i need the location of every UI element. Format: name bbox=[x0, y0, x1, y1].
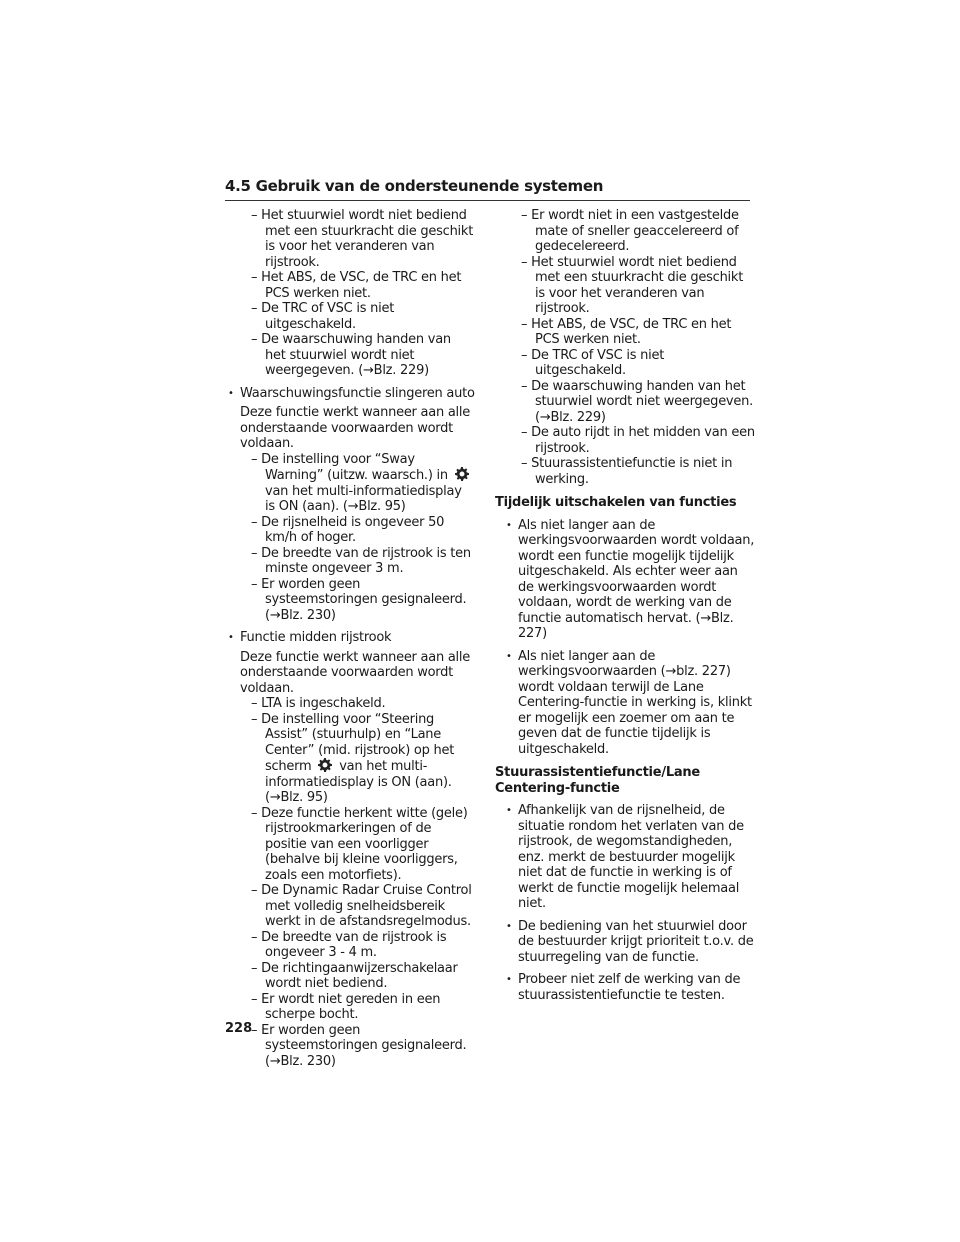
bullet-item: • Afhankelijk van de rijsnelheid, de situatie rondom het verlaten van de rijstrook, de wegomstandigheden, enz. merkt de bestuurder mogelijk niet dat de functie in werking is of werkt de functie mogelijk helemaal niet. bbox=[495, 803, 755, 912]
sway-setting-text: van het multi-informatiedisplay is ON (aan). (→Blz. 95) bbox=[265, 483, 462, 514]
sway-setting-text: – De instelling voor “Sway Warning” (uitzw. waarsch.) in bbox=[251, 451, 448, 483]
gear-icon bbox=[455, 467, 469, 481]
condition-item: – Er wordt niet in een vastgestelde mate of sneller geaccelereerd of gedecelereerd. bbox=[521, 208, 739, 254]
gear-icon bbox=[318, 758, 332, 772]
sway-paragraph: Deze functie werkt wanneer aan alle onderstaande voorwaarden wordt voldaan. bbox=[240, 405, 471, 451]
condition-item: – Het ABS, de VSC, de TRC en het PCS werken niet. bbox=[251, 270, 462, 301]
condition-item: – De Dynamic Radar Cruise Control met volledig snelheidsbereik werkt in de afstandsregelmodus. bbox=[251, 883, 472, 929]
bullet-item: • Probeer niet zelf de werking van de stuurassistentiefunctie te testen. bbox=[495, 972, 755, 1003]
condition-item: – De breedte van de rijstrook is ten minste ongeveer 3 m. bbox=[251, 545, 471, 576]
condition-item: – Het stuurwiel wordt niet bediend met een stuurkracht die geschikt is voor het veranderen van rijstrook. bbox=[521, 254, 744, 316]
center-setting-text: – De instelling voor “Steering Assist” (stuurhulp) en “Lane Center” (mid. rijstrook) op het scherm bbox=[251, 711, 455, 774]
condition-item: – De auto rijdt in het midden van een rijstrook. bbox=[521, 425, 755, 456]
right-column bbox=[495, 208, 755, 1003]
bullet-sway-warning: • Waarschuwingsfunctie slingeren auto bbox=[225, 386, 475, 402]
condition-item: – De waarschuwing handen van het stuurwiel wordt niet weergegeven. (→Blz. 229) bbox=[251, 332, 451, 378]
condition-item: – De breedte van de rijstrook is ongeveer 3 - 4 m. bbox=[251, 929, 447, 960]
condition-item: – Er worden geen systeemstoringen gesignaleerd. (→Blz. 230) bbox=[251, 1022, 467, 1069]
condition-item: – De TRC of VSC is niet uitgeschakeld. bbox=[251, 301, 395, 332]
bullet-item: • Als niet langer aan de werkingsvoorwaarden (→blz. 227) wordt voldaan terwijl de Lane Centering-functie in werking is, klinkt er mogelijk een zoemer om aan te geven dat de functie tijdelijk is uitgeschakeld. bbox=[495, 649, 755, 758]
condition-item bbox=[225, 452, 475, 515]
condition-item: – Het ABS, de VSC, de TRC en het PCS werken niet. bbox=[521, 316, 732, 347]
left-column bbox=[225, 208, 475, 1069]
condition-item: – Stuurassistentiefunctie is niet in werking. bbox=[521, 456, 733, 487]
center-paragraph: Deze functie werkt wanneer aan alle onderstaande voorwaarden wordt voldaan. bbox=[240, 649, 471, 696]
condition-item: – Er worden geen systeemstoringen gesignaleerd. (→Blz. 230) bbox=[251, 576, 467, 623]
bullet-lane-center: • Functie midden rijstrook bbox=[225, 630, 475, 646]
condition-item: – De TRC of VSC is niet uitgeschakeld. bbox=[521, 347, 665, 378]
condition-item bbox=[225, 712, 475, 806]
heading-temporary-disable: Tijdelijk uitschakelen van functies bbox=[495, 495, 737, 510]
page-number: 228 bbox=[225, 1021, 253, 1036]
condition-item: – De waarschuwing handen van het stuurwiel wordt niet weergegeven. (→Blz. 229) bbox=[521, 378, 753, 425]
condition-item: – Er wordt niet gereden in een scherpe bocht. bbox=[251, 991, 441, 1022]
heading-steering-assist: Stuurassistentiefunctie/Lane Centering-functie bbox=[495, 765, 700, 796]
condition-item: – De rijsnelheid is ongeveer 50 km/h of hoger. bbox=[251, 514, 445, 545]
section-title: 4.5 Gebruik van de ondersteunende systemen bbox=[225, 177, 750, 201]
condition-item: – De richtingaanwijzerschakelaar wordt niet bediend. bbox=[251, 960, 458, 991]
condition-item: – Het stuurwiel wordt niet bediend met een stuurkracht die geschikt is voor het veranderen van rijstrook. bbox=[251, 208, 474, 270]
bullet-item: • De bediening van het stuurwiel door de bestuurder krijgt prioriteit t.o.v. de stuurregeling van de functie. bbox=[495, 919, 755, 966]
condition-item: – Deze functie herkent witte (gele) rijstrookmarkeringen of de positie van een voorligger (behalve bij kleine voorliggers, zoals een motorfiets). bbox=[251, 805, 468, 883]
center-setting-text: van het multi-informatiedisplay is ON (aan). (→Blz. 95) bbox=[265, 759, 452, 805]
bullet-item: • Als niet langer aan de werkingsvoorwaarden wordt voldaan, wordt een functie mogelijk tijdelijk uitgeschakeld. Als echter weer aan de werkingsvoorwaarden wordt voldaan, wordt de werking van de functie automatisch hervat. (→Blz. 227) bbox=[495, 518, 755, 642]
condition-item: – LTA is ingeschakeld. bbox=[251, 696, 386, 711]
